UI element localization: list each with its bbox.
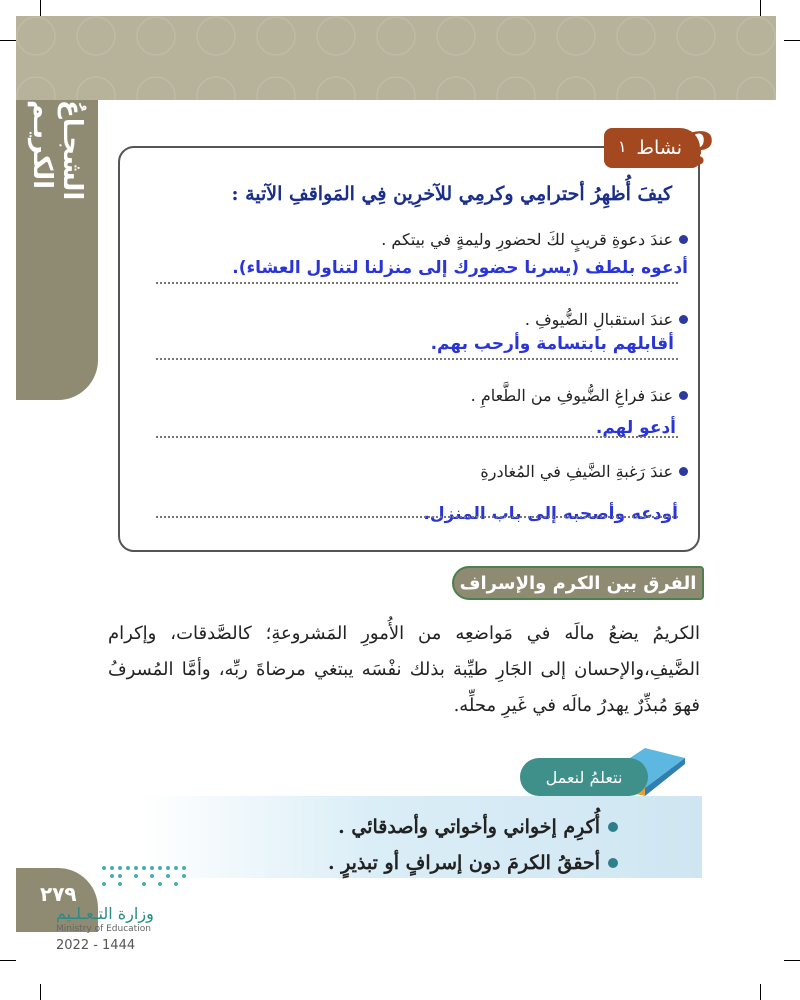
crop-mark: [760, 984, 761, 1000]
learn-item-text: أحققُ الكرمَ دون إسرافٍ أو تبذيرٍ .: [327, 852, 600, 874]
section-paragraph: الكريمُ يضعُ مالَه في مَواضعِه من الأُمورِ المَشروعةِ؛ كالصَّدقات، وإكرام الضَّيفِ،والإحسان إلى الجَارِ طيِّبة بذلك نفْسَه يبتغي مرضاةَ ربِّه، وأمَّا المُسرفُ فهوَ مُبذِّرٌ يهدرُ مالَه في غَيرِ محلِّه.: [108, 623, 700, 716]
bullet-icon: [679, 235, 688, 244]
crop-mark: [40, 0, 41, 16]
crop-mark: [0, 40, 16, 41]
item-answer: أدعوه بلطف (يسرنا حضورك إلى منزلنا لتناول العشاء).: [232, 258, 688, 278]
bullet-icon: [608, 822, 618, 832]
activity-item: [381, 230, 688, 249]
crop-mark: [0, 960, 16, 961]
chapter-title: الشجـاعُ الكريـم: [27, 100, 87, 201]
crop-mark: [760, 0, 761, 16]
learn-label: نتعلمُ لنعمل: [520, 758, 648, 796]
page-number: ٢٧٩: [40, 882, 77, 906]
answer-line: [156, 436, 678, 438]
activity-tab: [604, 128, 700, 168]
learn-item: [328, 852, 618, 874]
item-answer: أودعه وأصحبه إلى باب المنزل.: [423, 504, 678, 524]
edition-year: 2022 - 1444: [56, 938, 136, 953]
item-prompt: عندَ رَغبةِ الضَّيفِ في المُغادرةِ: [480, 462, 673, 481]
answer-line: [156, 282, 678, 284]
item-prompt: عندَ دعوةِ قريبٍ لكَ لحضورِ وليمةٍ في بيتكم .: [381, 230, 673, 249]
ministry-name-en: Ministry of Education: [56, 924, 151, 934]
question-mark-icon: ?: [688, 124, 714, 175]
activity-item: [471, 386, 688, 405]
activity-item: [480, 462, 688, 481]
bullet-icon: [608, 858, 618, 868]
bullet-icon: [679, 467, 688, 476]
answer-line: [156, 516, 678, 518]
crop-mark: [784, 40, 800, 41]
item-answer: أدعو لهم.: [595, 418, 676, 438]
learn-item-text: أُكرِم إخواني وأخواتي وأصدقائي .: [338, 816, 600, 838]
item-prompt: عندَ فراغِ الضُّيوفِ من الطَّعامِ .: [470, 386, 673, 405]
header-pattern: [16, 16, 776, 100]
learn-item: [338, 816, 618, 838]
section-heading: الفرق بين الكرم والإسراف: [452, 566, 704, 600]
activity-question: كيفَ أُظهِرُ أحترامِي وكرمِي للآخرِين فِي المَواقفِ الآتية :: [231, 183, 672, 205]
activity-number: ١: [618, 137, 627, 156]
item-prompt: عندَ استقبالِ الضُّيوفِ .: [524, 310, 673, 329]
crop-mark: [40, 984, 41, 1000]
activity-item: [525, 310, 688, 329]
crop-mark: [784, 960, 800, 961]
item-answer: أقابلهم بابتسامة وأرحب بهم.: [430, 334, 674, 354]
bullet-icon: [679, 391, 688, 400]
answer-line: [156, 358, 678, 360]
bullet-icon: [679, 315, 688, 324]
activity-label: نشاط: [636, 137, 682, 159]
ministry-logo-icon: [96, 862, 190, 894]
ministry-name-ar: وزارة التـعـلـيم: [56, 904, 154, 923]
